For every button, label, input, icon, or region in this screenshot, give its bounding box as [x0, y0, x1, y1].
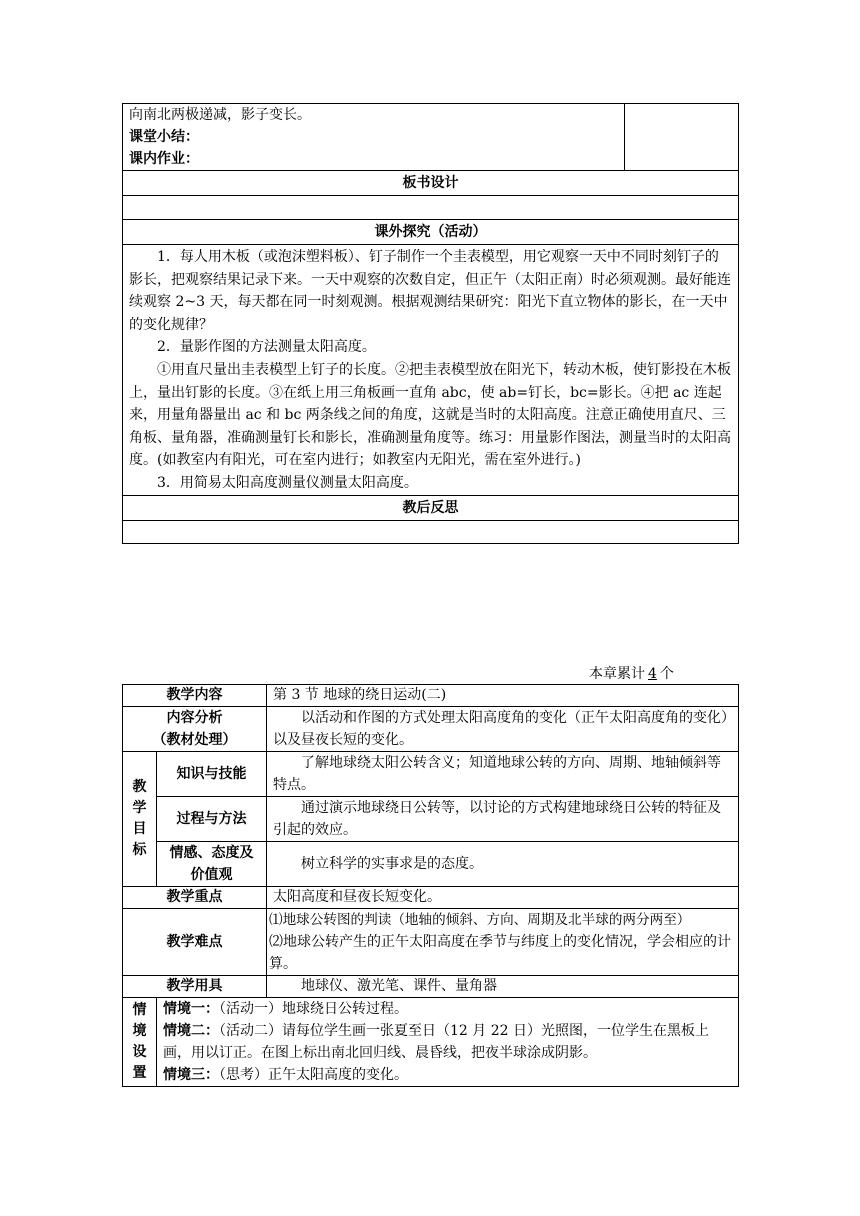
- process-label: 过程与方法: [157, 797, 267, 842]
- scene-2: [163, 1020, 732, 1064]
- key-label: 教学重点: [123, 887, 267, 909]
- goals-vertical-label: [123, 752, 157, 887]
- summary-label: 课堂小结：: [129, 129, 199, 145]
- goals-char: 学: [132, 800, 147, 816]
- counter-number: 4: [648, 666, 657, 682]
- chapter-counter: [589, 663, 674, 683]
- emotion-label-line: 价值观: [190, 867, 233, 883]
- process-value: 通过演示地球绕日公转等，以讨论的方式构建地球绕日公转的特征及引起的效应。: [267, 797, 739, 842]
- tools-value: 地球仪、激光笔、课件、量角器: [267, 976, 739, 998]
- knowledge-label: 知识与技能: [157, 752, 267, 797]
- analysis-label-line: 内容分析: [166, 710, 223, 726]
- scene-1-label: 情境一：: [163, 1001, 219, 1017]
- scene-1-text: （活动一）地球绕日公转过程。: [219, 1001, 408, 1017]
- counter-prefix: 本章累计: [589, 666, 645, 682]
- tools-label: 教学用具: [123, 976, 267, 998]
- scene-2-text: （活动二）请每位学生画一张夏至日（12 月 22 日）光照图，一位学生在黑板上画，用以订正。在图上标出南北回归线、晨昏线，把夜半球涂成阴影。: [163, 1023, 709, 1061]
- scene-char: 置: [132, 1065, 147, 1081]
- emotion-label: [157, 842, 267, 887]
- goals-char: 标: [132, 842, 147, 858]
- activity-paragraph: 1．每人用木板（或泡沫塑料板）、钉子制作一个圭表模型，用它观察一天中不同时刻钉子的影长，把观察结果记录下来。一天中观察的次数自定，但正午（太阳正南）时必须观测。最好能连续观察 2~3 天，每天都在同一时刻观测。根据观测结果研究：阳光下直立物体的影长，在一天中的变化规律？: [129, 249, 731, 333]
- scene-content: [157, 998, 739, 1087]
- difficulty-label: 教学难点: [123, 909, 267, 976]
- knowledge-value: 了解地球绕太阳公转含义；知道地球公转的方向、周期、地轴倾斜等特点。: [267, 752, 739, 797]
- scene-1: [163, 998, 732, 1020]
- difficulty-value: [267, 909, 739, 976]
- scene-3-text: （思考）正午太阳高度的变化。: [219, 1067, 408, 1083]
- summary-row: [123, 104, 739, 171]
- scene-char: 情: [132, 1002, 147, 1018]
- goals-char: 目: [132, 821, 147, 837]
- scene-char: 境: [132, 1023, 147, 1039]
- scene-char: 设: [132, 1044, 147, 1060]
- analysis-label-line: （教材处理）: [152, 732, 237, 748]
- analysis-value: 以活动和作图的方式处理太阳高度角的变化（正午太阳高度角的变化）以及昼夜长短的变化。: [267, 707, 739, 752]
- reflection-empty-cell: [123, 520, 739, 543]
- homework-label: 课内作业：: [129, 151, 199, 167]
- emotion-value: 树立科学的实事求是的态度。: [267, 842, 739, 887]
- activity-header: 课外探究（活动）: [123, 220, 739, 245]
- counter-suffix: 个: [659, 666, 674, 682]
- summary-cell: [123, 104, 625, 171]
- key-value: 太阳高度和昼夜长短变化。: [267, 887, 739, 909]
- board-design-header: 板书设计: [123, 171, 739, 196]
- lesson-table-continued: [122, 103, 739, 544]
- goals-char: 教: [132, 779, 147, 795]
- difficulty-item: ⑴地球公转图的判读（地轴的倾斜、方向、周期及北半球的两分两至）: [269, 912, 691, 928]
- activity-paragraph: 3．用简易太阳高度测量仪测量太阳高度。: [157, 474, 418, 491]
- scene-2-label: 情境二：: [163, 1023, 219, 1039]
- scene-vertical-label: [123, 998, 157, 1087]
- scene-3: [163, 1064, 732, 1086]
- activity-paragraph: 2．量影作图的方法测量太阳高度。: [157, 339, 376, 356]
- content-value: 第 3 节 地球的绕日运动(二): [267, 685, 739, 707]
- content-label: 教学内容: [123, 685, 267, 707]
- scene-3-label: 情境三：: [163, 1067, 219, 1083]
- board-design-empty-cell: [123, 196, 739, 220]
- activity-paragraph: ①用直尺量出圭表模型上钉子的长度。②把圭表模型放在阳光下，转动木板，使钉影投在木板上，量出钉影的长度。③在纸上用三角板画一直角 abc，使 ab=钉长，bc=影长。④把 ac 连起来，用量角器量出 ac 和 bc 两条线之间的角度，这就是当时的太阳高度。注意正确使用直尺、三角板、量角器，准确测量钉长和影长，准确测量角度等。练习：用量影作图法，测量当时的太阳高度。(如教室内有阳光，可在室内进行；如教室内无阳光，需在室外进行。): [129, 361, 731, 469]
- reflection-header: 教后反思: [123, 495, 739, 520]
- carry-line: 向南北两极递减，影子变长。: [129, 107, 311, 123]
- side-empty-cell: [625, 104, 739, 171]
- lesson-plan-table: [122, 684, 739, 1087]
- difficulty-item: ⑵地球公转产生的正午太阳高度在季节与纬度上的变化情况，学会相应的计算。: [269, 934, 731, 972]
- analysis-label: [123, 707, 267, 752]
- emotion-label-line: 情感、态度及: [169, 845, 254, 861]
- activity-content: [123, 245, 739, 496]
